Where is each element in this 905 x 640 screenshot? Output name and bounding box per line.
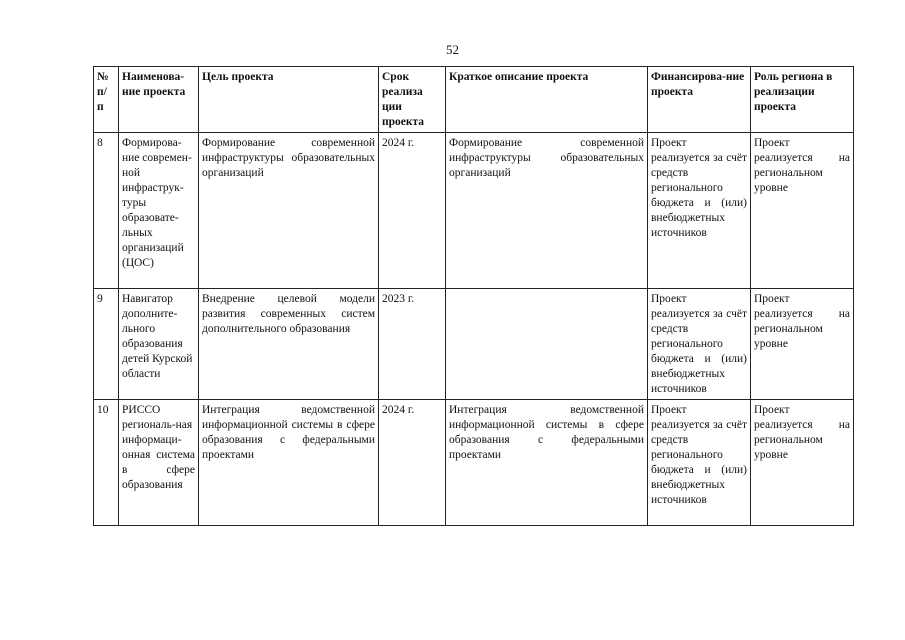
cell-role: Проект реализуется на региональном уровне	[751, 133, 854, 289]
header-name: Наименова-ние проекта	[119, 67, 199, 133]
cell-fin: Проект реализуется за счёт средств регионального бюджета и (или) внебюджетных источников	[648, 289, 751, 400]
cell-role: Проект реализуется на региональном уровне	[751, 289, 854, 400]
cell-term: 2024 г.	[379, 133, 446, 289]
cell-fin: Проект реализуется за счёт средств регионального бюджета и (или) внебюджетных источников	[648, 400, 751, 526]
header-term: Срок реализа ции проекта	[379, 67, 446, 133]
cell-goal: Интеграция ведомственной информационной системы в сфере образования с федеральными проектами	[199, 400, 379, 526]
table-row	[94, 400, 854, 526]
cell-desc	[446, 289, 648, 400]
cell-goal: Внедрение целевой модели развития современных систем дополнительного образования	[199, 289, 379, 400]
page-number: 52	[446, 42, 459, 57]
cell-fin: Проект реализуется за счёт средств регионального бюджета и (или) внебюджетных источников	[648, 133, 751, 289]
cell-num: 8	[94, 133, 119, 289]
cell-role: Проект реализуется на региональном уровне	[751, 400, 854, 526]
header-num: № п/ п	[94, 67, 119, 133]
cell-desc: Интеграция ведомственной информационной системы в сфере образования с федеральными проектами	[446, 400, 648, 526]
header-goal: Цель проекта	[199, 67, 379, 133]
cell-desc: Формирование современной инфраструктуры образовательных организаций	[446, 133, 648, 289]
cell-goal: Формирование современной инфраструктуры образовательных организаций	[199, 133, 379, 289]
table-row	[94, 289, 854, 400]
cell-name: Навигатор дополните-льного образования детей Курской области	[119, 289, 199, 400]
header-desc: Краткое описание проекта	[446, 67, 648, 133]
header-fin: Финансирова-ние проекта	[648, 67, 751, 133]
cell-name: РИССО региональ-ная информаци-онная система в сфере образования	[119, 400, 199, 526]
cell-num: 10	[94, 400, 119, 526]
cell-term: 2024 г.	[379, 400, 446, 526]
table-header-row	[94, 67, 854, 133]
header-role: Роль региона в реализации проекта	[751, 67, 854, 133]
projects-table	[93, 66, 854, 526]
cell-num: 9	[94, 289, 119, 400]
cell-term: 2023 г.	[379, 289, 446, 400]
table-row	[94, 133, 854, 289]
cell-name: Формирова-ние современ-ной инфраструк-туры образовате-льных организаций (ЦОС)	[119, 133, 199, 289]
